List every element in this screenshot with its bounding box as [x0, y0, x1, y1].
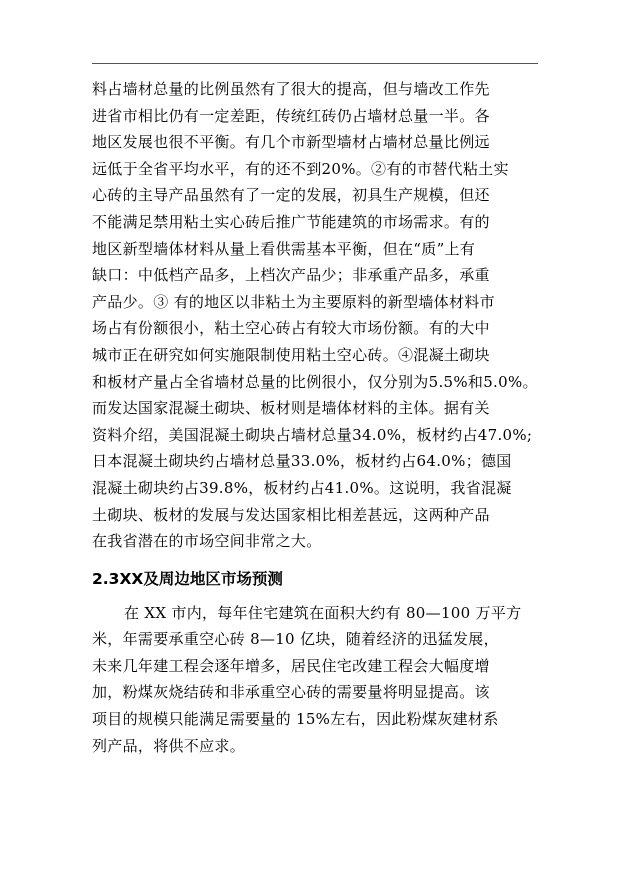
text-line: 缺口：中低档产品多，上档次产品少；非承重产品多，承重	[92, 266, 490, 285]
text-line: 混凝土砌块约占39.8%，板材约占41.0%。这说明，我省混凝	[92, 478, 512, 497]
text-line: 心砖的主导产品虽然有了一定的发展，初具生产规模，但还	[92, 186, 490, 205]
section-heading: 2.3XX及周边地区市场预测	[92, 569, 283, 588]
text-line: 在 XX 市内，每年住宅建筑在面积大约有 80—100 万平方	[124, 603, 522, 622]
text-line: 产品少。③ 有的地区以非粘土为主要原料的新型墙体材料市	[92, 292, 495, 311]
text-line: 和板材产量占全省墙材总量的比例很小，仅分别为5.5%和5.0%。	[92, 372, 538, 391]
paragraph-market-forecast	[92, 600, 562, 760]
text-line: 地区新型墙体材料从量上看供需基本平衡，但在“质”上有	[92, 239, 476, 258]
text-line: 项目的规模只能满足需要量的 15%左右，因此粉煤灰建材系	[92, 710, 499, 729]
text-line: 地区发展也很不平衡。有几个市新型墙材占墙材总量比例远	[92, 133, 490, 152]
text-line: 城市正在研究如何实施限制使用粘土空心砖。④混凝土砌块	[92, 345, 490, 364]
header-rule	[92, 63, 538, 64]
text-line: 远低于全省平均水平，有的还不到20%。②有的市替代粘土实	[92, 159, 509, 178]
text-line: 不能满足禁用粘土实心砖后推广节能建筑的市场需求。有的	[92, 212, 490, 231]
text-line: 列产品，将供不应求。	[92, 736, 246, 755]
text-line: 土砌块、板材的发展与发达国家相比相差甚远，这两种产品	[92, 505, 490, 524]
text-line: 日本混凝土砌块约占墙材总量33.0%，板材约占64.0%；德国	[92, 452, 512, 471]
text-line: 在我省潜在的市场空间非常之大。	[92, 532, 322, 551]
text-line: 而发达国家混凝土砌块、板材则是墙体材料的主体。据有关	[92, 399, 490, 418]
text-line: 加，粉煤灰烧结砖和非承重空心砖的需要量将明显提高。该	[92, 683, 490, 702]
paragraph-market-status	[92, 76, 562, 555]
text-line: 米，年需要承重空心砖 8—10 亿块，随着经济的迅猛发展，	[92, 630, 499, 649]
text-line: 料占墙材总量的比例虽然有了很大的提高，但与墙改工作先	[92, 80, 490, 98]
text-line: 未来几年建工程会逐年增多，居民住宅改建工程会大幅度增	[92, 656, 490, 675]
text-line: 场占有份额很小，粘土空心砖占有较大市场份额。有的大中	[92, 319, 490, 338]
text-line: 资料介绍，美国混凝土砌块占墙材总量34.0%，板材约占47.0%;	[92, 425, 533, 444]
text-line: 进省市相比仍有一定差距，传统红砖仍占墙材总量一半。各	[92, 106, 490, 125]
document-body	[92, 76, 562, 759]
